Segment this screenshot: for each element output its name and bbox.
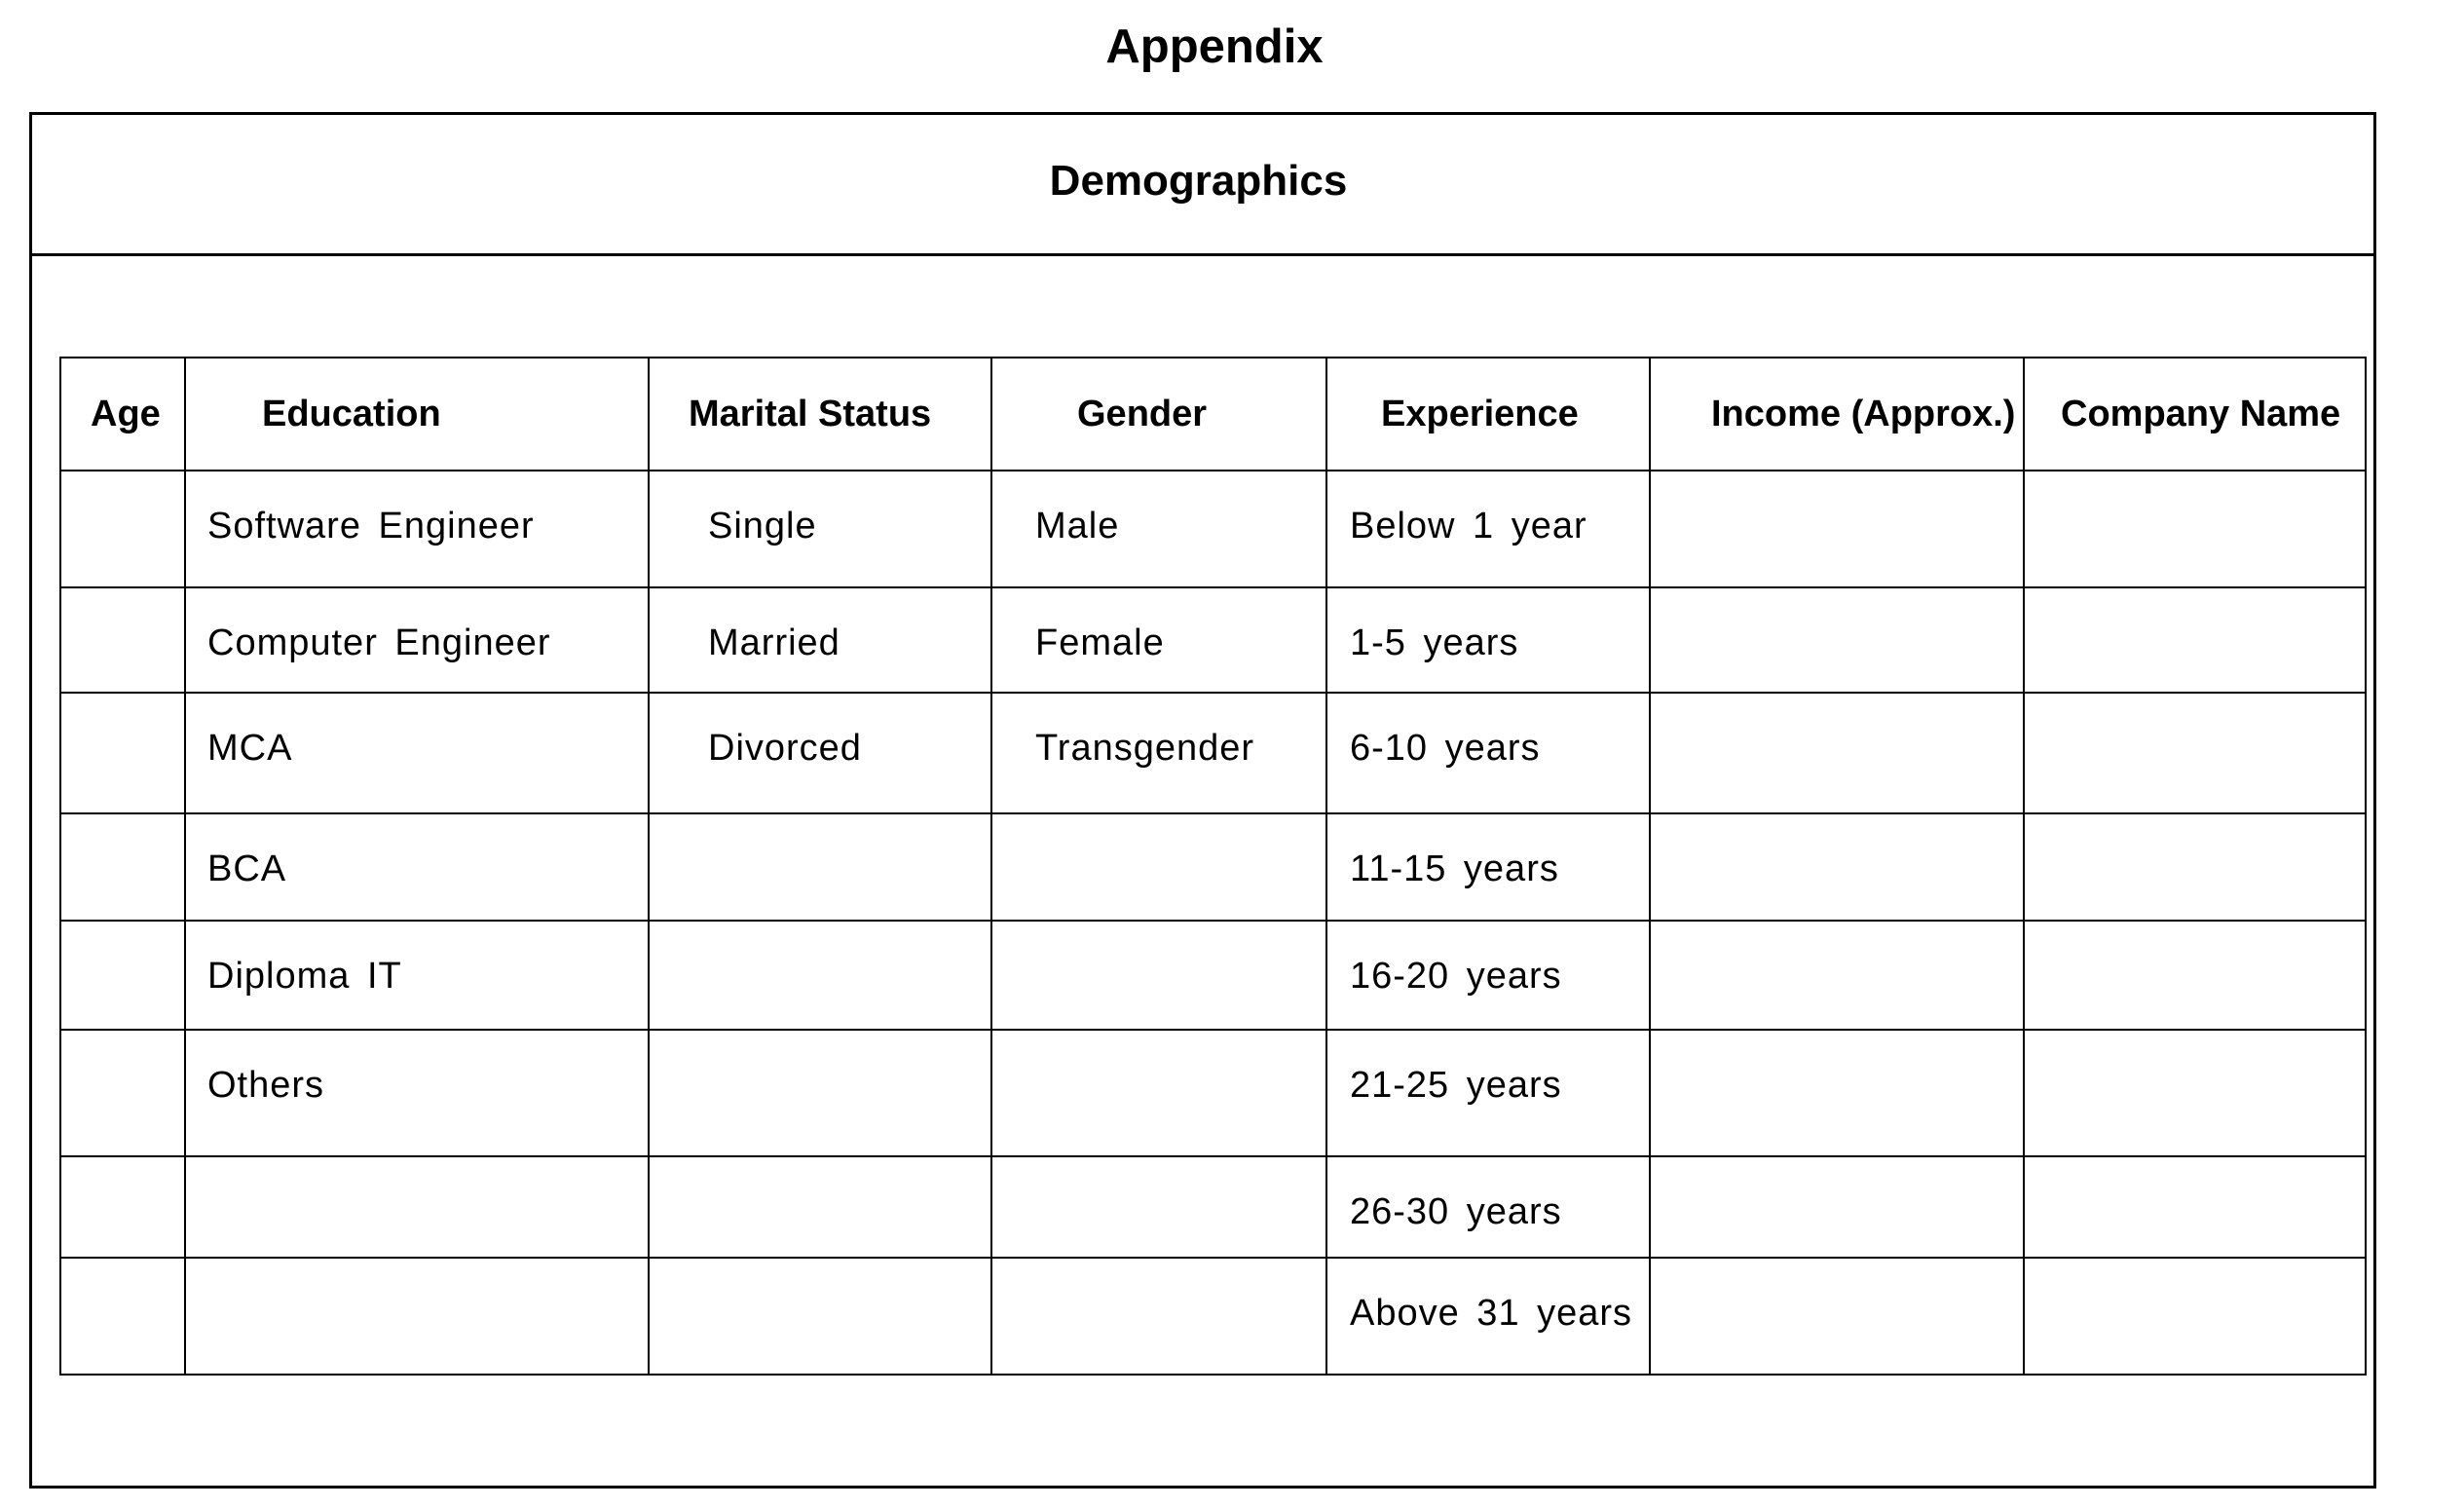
cell-education bbox=[185, 921, 649, 1030]
cell-gender-text: Male bbox=[1035, 506, 1120, 547]
cell-age bbox=[60, 1156, 185, 1258]
cell-marital-status-text: Married bbox=[708, 622, 840, 663]
column-header-marital-status: Marital Status bbox=[649, 358, 991, 471]
cell-education bbox=[185, 1156, 649, 1258]
column-header-gender: Gender bbox=[991, 358, 1326, 471]
cell-company-name bbox=[2024, 1156, 2366, 1258]
cell-education bbox=[185, 1030, 649, 1156]
cell-marital-status bbox=[649, 693, 991, 813]
header-row bbox=[60, 358, 2366, 471]
table-row bbox=[60, 471, 2366, 587]
cell-income-text bbox=[1651, 588, 2023, 622]
cell-age bbox=[60, 693, 185, 813]
cell-marital-status bbox=[649, 1030, 991, 1156]
cell-experience-text: 11-15 years bbox=[1350, 848, 1559, 889]
cell-company-name bbox=[2024, 1258, 2366, 1375]
cell-experience bbox=[1326, 1030, 1650, 1156]
cell-age-text bbox=[61, 694, 184, 728]
cell-income-text bbox=[1651, 694, 2023, 728]
cell-education-text: Diploma IT bbox=[207, 956, 402, 997]
cell-gender bbox=[991, 693, 1326, 813]
cell-age-text bbox=[61, 922, 184, 956]
cell-experience bbox=[1326, 1258, 1650, 1375]
cell-gender bbox=[991, 471, 1326, 587]
cell-age-text bbox=[61, 471, 184, 506]
cell-gender bbox=[991, 587, 1326, 693]
cell-gender-text bbox=[992, 1031, 1325, 1065]
section-title: Demographics bbox=[1049, 157, 1348, 205]
cell-company-name-text bbox=[2025, 694, 2365, 728]
cell-marital-status bbox=[649, 1258, 991, 1375]
cell-company-name bbox=[2024, 813, 2366, 921]
cell-experience bbox=[1326, 813, 1650, 921]
cell-gender bbox=[991, 1258, 1326, 1375]
cell-company-name bbox=[2024, 921, 2366, 1030]
table-row bbox=[60, 1258, 2366, 1375]
cell-age bbox=[60, 813, 185, 921]
cell-education-text: Others bbox=[207, 1065, 325, 1106]
cell-age bbox=[60, 1258, 185, 1375]
column-header-company-name: Company Name bbox=[2024, 358, 2366, 471]
cell-education bbox=[185, 587, 649, 693]
cell-experience bbox=[1326, 693, 1650, 813]
cell-gender-text bbox=[992, 1157, 1325, 1191]
table-row bbox=[60, 693, 2366, 813]
cell-gender bbox=[991, 1156, 1326, 1258]
cell-experience-text: Above 31 years bbox=[1350, 1293, 1633, 1334]
cell-experience-text: 6-10 years bbox=[1350, 728, 1541, 769]
cell-company-name-text bbox=[2025, 1031, 2365, 1065]
cell-marital-status bbox=[649, 471, 991, 587]
cell-income bbox=[1650, 921, 2024, 1030]
cell-education-text bbox=[186, 1157, 648, 1191]
cell-income-text bbox=[1651, 1157, 2023, 1191]
cell-marital-status bbox=[649, 1156, 991, 1258]
cell-marital-status bbox=[649, 921, 991, 1030]
column-header-experience: Experience bbox=[1326, 358, 1650, 471]
cell-company-name bbox=[2024, 471, 2366, 587]
cell-marital-status bbox=[649, 587, 991, 693]
cell-age bbox=[60, 921, 185, 1030]
cell-income bbox=[1650, 693, 2024, 813]
cell-company-name-text bbox=[2025, 814, 2365, 848]
cell-company-name-text bbox=[2025, 1259, 2365, 1293]
cell-company-name-text bbox=[2025, 471, 2365, 506]
demographics-frame bbox=[29, 112, 2376, 1489]
cell-marital-status-text: Single bbox=[708, 506, 817, 547]
cell-income bbox=[1650, 1156, 2024, 1258]
cell-marital-status bbox=[649, 813, 991, 921]
cell-gender bbox=[991, 1030, 1326, 1156]
cell-gender-text bbox=[992, 922, 1325, 956]
cell-company-name bbox=[2024, 693, 2366, 813]
cell-age-text bbox=[61, 1157, 184, 1191]
cell-income-text bbox=[1651, 1031, 2023, 1065]
cell-company-name-text bbox=[2025, 588, 2365, 622]
cell-company-name-text bbox=[2025, 1157, 2365, 1191]
cell-education bbox=[185, 1258, 649, 1375]
cell-education-text: Software Engineer bbox=[207, 506, 535, 547]
cell-age bbox=[60, 471, 185, 587]
cell-education-text bbox=[186, 1259, 648, 1293]
table-row bbox=[60, 813, 2366, 921]
cell-income bbox=[1650, 587, 2024, 693]
cell-experience bbox=[1326, 1156, 1650, 1258]
cell-income bbox=[1650, 1258, 2024, 1375]
cell-age-text bbox=[61, 588, 184, 622]
cell-experience-text: Below 1 year bbox=[1350, 506, 1587, 547]
cell-experience bbox=[1326, 471, 1650, 587]
cell-gender-text bbox=[992, 814, 1325, 848]
cell-marital-status-text: Divorced bbox=[708, 728, 862, 769]
cell-education bbox=[185, 813, 649, 921]
cell-gender bbox=[991, 921, 1326, 1030]
cell-education-text: Computer Engineer bbox=[207, 622, 551, 663]
cell-income bbox=[1650, 471, 2024, 587]
table-row bbox=[60, 1030, 2366, 1156]
cell-experience-text: 16-20 years bbox=[1350, 956, 1562, 997]
cell-company-name-text bbox=[2025, 922, 2365, 956]
cell-income-text bbox=[1651, 814, 2023, 848]
cell-marital-status-text bbox=[650, 922, 990, 956]
cell-gender-text: Female bbox=[1035, 622, 1165, 663]
cell-experience-text: 26-30 years bbox=[1350, 1191, 1562, 1232]
cell-gender bbox=[991, 813, 1326, 921]
cell-marital-status-text bbox=[650, 1259, 990, 1293]
cell-income bbox=[1650, 813, 2024, 921]
cell-experience-text: 21-25 years bbox=[1350, 1065, 1562, 1106]
column-header-income: Income (Approx.) bbox=[1650, 358, 2024, 471]
cell-company-name bbox=[2024, 1030, 2366, 1156]
cell-gender-text bbox=[992, 1259, 1325, 1293]
cell-age bbox=[60, 1030, 185, 1156]
cell-experience bbox=[1326, 921, 1650, 1030]
cell-income bbox=[1650, 1030, 2024, 1156]
cell-experience bbox=[1326, 587, 1650, 693]
cell-age bbox=[60, 587, 185, 693]
cell-age-text bbox=[61, 814, 184, 848]
column-header-education: Education bbox=[185, 358, 649, 471]
table-row bbox=[60, 587, 2366, 693]
cell-age-text bbox=[61, 1031, 184, 1065]
cell-gender-text: Transgender bbox=[1035, 728, 1255, 769]
cell-education bbox=[185, 693, 649, 813]
cell-marital-status-text bbox=[650, 814, 990, 848]
page-title: Appendix bbox=[1105, 20, 1324, 73]
table-row bbox=[60, 1156, 2366, 1258]
cell-education-text: MCA bbox=[207, 728, 293, 769]
cell-education bbox=[185, 471, 649, 587]
cell-company-name bbox=[2024, 587, 2366, 693]
cell-marital-status-text bbox=[650, 1031, 990, 1065]
cell-experience-text: 1-5 years bbox=[1350, 622, 1519, 663]
cell-income-text bbox=[1651, 922, 2023, 956]
cell-marital-status-text bbox=[650, 1157, 990, 1191]
cell-age-text bbox=[61, 1259, 184, 1293]
cell-income-text bbox=[1651, 471, 2023, 506]
column-header-age: Age bbox=[60, 358, 185, 471]
cell-income-text bbox=[1651, 1259, 2023, 1293]
cell-education-text: BCA bbox=[207, 848, 287, 889]
table-row bbox=[60, 921, 2366, 1030]
section-header bbox=[32, 115, 2373, 256]
demographics-table bbox=[59, 357, 2367, 1376]
